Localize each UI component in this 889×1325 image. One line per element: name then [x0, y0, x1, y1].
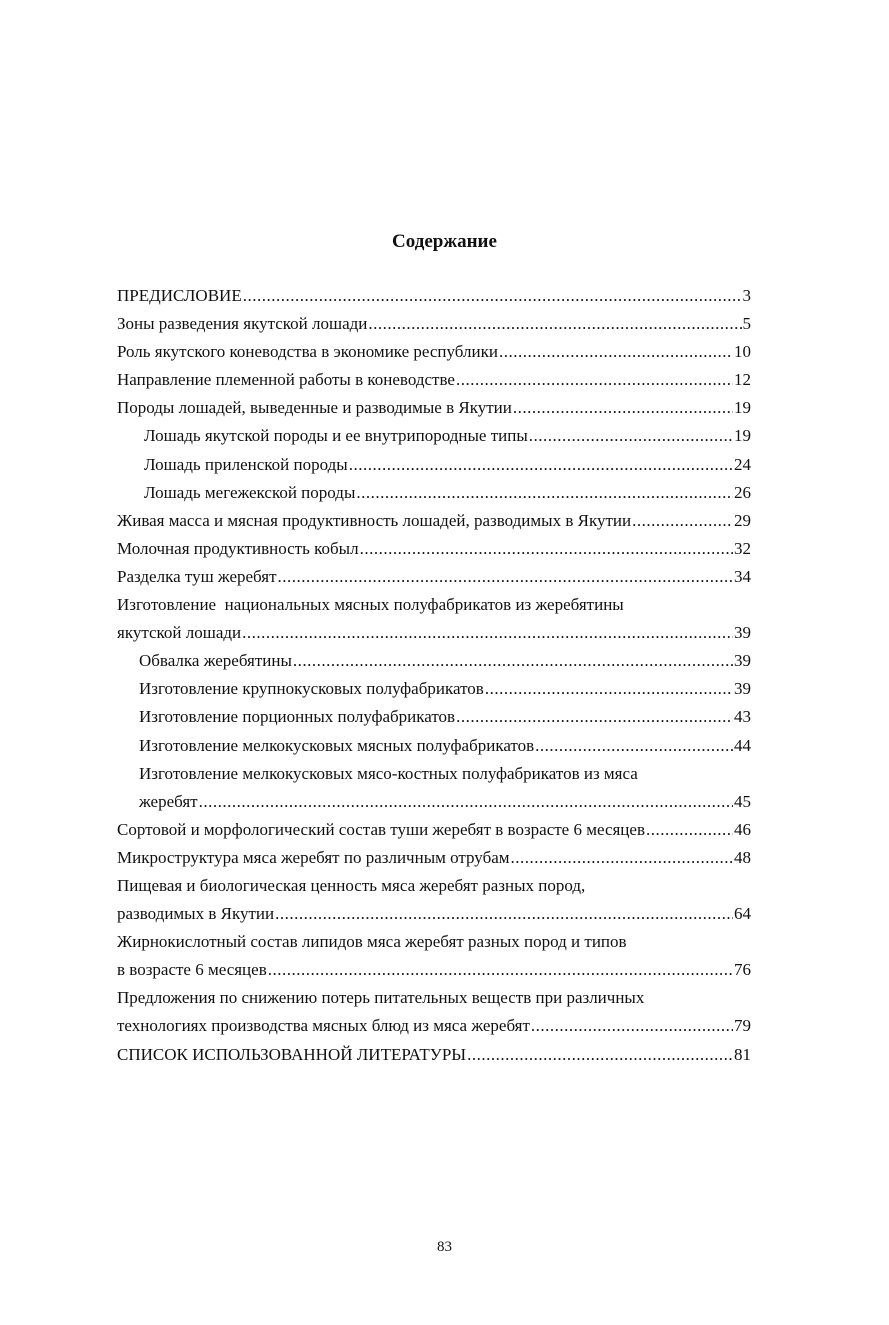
toc-entry-page: 45 — [734, 791, 751, 811]
dot-leader — [368, 310, 741, 338]
toc-entry-page: 46 — [734, 819, 751, 839]
toc-entry-page: 26 — [734, 482, 751, 502]
toc-entry-page: 12 — [734, 370, 751, 390]
dot-leader — [646, 816, 733, 844]
toc-subentry — [117, 451, 751, 479]
toc-entry — [117, 507, 751, 535]
toc-entry-title-line1: Жирнокислотный состав липидов мяса жеребят разных пород и типов — [117, 932, 627, 952]
toc-subentry — [117, 732, 751, 760]
dot-leader — [360, 535, 733, 563]
toc-entry-title: в возрасте 6 месяцев — [117, 960, 267, 980]
toc-entry — [117, 956, 751, 984]
toc-subentry — [117, 675, 751, 703]
toc-subentry — [117, 788, 751, 816]
toc-entry-title-line1: Изготовление национальных мясных полуфабрикатов из жеребятины — [117, 595, 624, 615]
dot-leader — [243, 282, 742, 310]
dot-leader — [485, 675, 733, 703]
toc-entry-title: СПИСОК ИСПОЛЬЗОВАННОЙ ЛИТЕРАТУРЫ — [117, 1044, 467, 1064]
toc-entry — [117, 816, 751, 844]
toc-entry-title-line1: Предложения по снижению потерь питательных веществ при различных — [117, 988, 645, 1008]
dot-leader — [632, 507, 733, 535]
dot-leader — [513, 394, 733, 422]
toc-entry-page: 29 — [734, 510, 751, 530]
toc-entry-page: 48 — [734, 847, 751, 867]
dot-leader — [499, 338, 733, 366]
toc-entry-page: 44 — [734, 735, 751, 755]
toc-entry-title: разводимых в Якутии — [117, 904, 275, 924]
dot-leader — [293, 647, 733, 675]
toc-entry-page: 39 — [734, 651, 751, 671]
toc-entry — [117, 1041, 751, 1069]
toc-entry-title: Изготовление порционных полуфабрикатов — [139, 707, 456, 727]
page-title: Содержание — [392, 231, 497, 252]
toc-entry-page: 76 — [734, 960, 751, 980]
dot-leader — [456, 703, 733, 731]
toc-entry-title: Лошадь якутской породы и ее внутрипородные типы — [144, 426, 528, 446]
toc-entry — [117, 1012, 751, 1040]
toc-entry-title: Молочная продуктивность кобыл — [117, 538, 359, 558]
toc-entry-page: 34 — [734, 566, 751, 586]
toc-entry-title: Живая масса и мясная продуктивность лошадей, разводимых в Якутии — [117, 510, 632, 530]
dot-leader — [242, 619, 733, 647]
toc-entry-title: Направление племенной работы в коневодстве — [117, 370, 455, 390]
toc-entry-title: Лошадь приленской породы — [144, 454, 348, 474]
toc-entry — [117, 900, 751, 928]
dot-leader — [456, 366, 733, 394]
toc-entry — [117, 535, 751, 563]
dot-leader — [356, 479, 733, 507]
toc-entry-title-line1: Изготовление мелкокусковых мясо-костных полуфабрикатов из мяса — [139, 763, 638, 783]
toc-entry-page: 43 — [734, 707, 751, 727]
toc-entry-page: 3 — [742, 286, 751, 305]
toc-entry-title: Зоны разведения якутской лошади — [117, 314, 368, 334]
toc-entry-title-line1: Пищевая и биологическая ценность мяса жеребят разных пород, — [117, 875, 586, 895]
toc-entry-page: 10 — [734, 342, 751, 362]
dot-leader — [535, 732, 733, 760]
toc-entry-title: ПРЕДИСЛОВИЕ — [117, 286, 242, 305]
toc-entry-page: 64 — [734, 904, 751, 924]
page-number: 83 — [437, 1239, 452, 1255]
toc-entry-page: 39 — [734, 623, 751, 643]
toc-subentry — [117, 703, 751, 731]
toc-subentry — [117, 479, 751, 507]
toc-subentry-first-line — [117, 760, 751, 788]
toc-entry-title: Лошадь мегежекской породы — [144, 482, 356, 502]
toc-entry — [117, 394, 751, 422]
toc-entry — [117, 563, 751, 591]
toc-entry — [117, 619, 751, 647]
dot-leader — [278, 563, 733, 591]
toc-entry-page: 79 — [734, 1016, 751, 1036]
toc-entry-first-line — [117, 591, 751, 619]
toc-entry — [117, 844, 751, 872]
toc-entry-title: Обвалка жеребятины — [139, 651, 292, 671]
toc-entry — [117, 366, 751, 394]
toc-subentry — [117, 647, 751, 675]
toc-entry-page: 32 — [734, 538, 751, 558]
toc-entry-title: якутской лошади — [117, 623, 242, 643]
toc-entry-page: 81 — [734, 1044, 751, 1064]
toc-entry-page: 19 — [734, 398, 751, 418]
toc-entry-title: технологиях производства мясных блюд из мяса жеребят — [117, 1016, 530, 1036]
toc-entry-page: 39 — [734, 679, 751, 699]
toc-entry-page: 19 — [734, 426, 751, 446]
toc-entry-title: Роль якутского коневодства в экономике республики — [117, 342, 498, 362]
toc-subentry — [117, 422, 751, 450]
toc-entry-page: 5 — [742, 314, 751, 334]
toc-entry-title: Микроструктура мяса жеребят по различным отрубам — [117, 847, 510, 867]
toc-entry-title: Сортовой и морфологический состав туши жеребят в возрасте 6 месяцев — [117, 819, 645, 839]
table-of-contents — [117, 282, 751, 1069]
toc-entry-first-line — [117, 984, 751, 1012]
toc-entry-title: Изготовление мелкокусковых мясных полуфабрикатов — [139, 735, 535, 755]
dot-leader — [349, 451, 733, 479]
dot-leader — [529, 422, 733, 450]
dot-leader — [467, 1041, 733, 1069]
dot-leader — [531, 1012, 733, 1040]
toc-entry — [117, 310, 751, 338]
dot-leader — [268, 956, 733, 984]
toc-entry — [117, 338, 751, 366]
toc-entry — [117, 282, 751, 310]
toc-entry-title: Породы лошадей, выведенные и разводимые в Якутии — [117, 398, 512, 418]
dot-leader — [511, 844, 733, 872]
toc-entry-first-line — [117, 872, 751, 900]
dot-leader — [275, 900, 733, 928]
toc-entry-page: 24 — [734, 454, 751, 474]
dot-leader — [199, 788, 733, 816]
toc-entry-title: Изготовление крупнокусковых полуфабрикатов — [139, 679, 484, 699]
toc-entry-title: жеребят — [139, 791, 198, 811]
toc-entry-title: Разделка туш жеребят — [117, 566, 277, 586]
toc-entry-first-line — [117, 928, 751, 956]
